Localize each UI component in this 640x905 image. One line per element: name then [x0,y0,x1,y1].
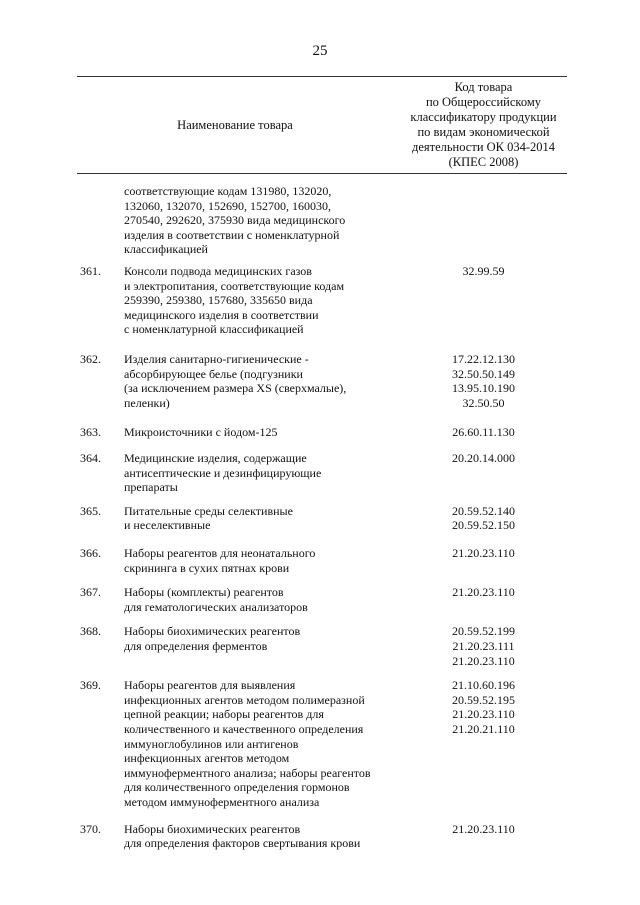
row-codes [405,585,562,600]
row-code: 21.20.23.110 [452,545,515,560]
header-rule-bottom [77,173,567,174]
row-name-line: с номенклатурной классификацией [124,322,304,337]
row-name-line: для гематологических анализаторов [124,599,308,614]
row-codes [405,451,562,466]
column-header-code-line: по видам экономической [417,125,550,139]
row-name-line: Наборы (комплекты) реагентов [124,585,284,600]
row-number: 361. [80,264,101,278]
row-name [124,546,414,575]
row-codes [405,546,562,561]
row-name [124,678,414,809]
row-name-line: иммуноферментного анализа; наборы реагентов [124,765,371,780]
row-code: 21.20.23.110 [452,653,515,668]
row-name-line: абсорбирующее белье (подгузники [124,366,303,381]
row-number: 368. [80,624,101,639]
row-name-line: для определения ферментов [124,638,268,653]
row-code: 32.50.50 [462,395,505,410]
column-header-code-line: (КПЕС 2008) [448,155,519,169]
row-code: 26.60.11.130 [452,425,515,440]
row-name-line: инфекционных агентов методом [124,751,290,766]
row-code: 20.59.52.150 [452,518,515,533]
column-header-code-line: по Общероссийскому [425,95,542,109]
row-name-line: и неселективные [124,518,211,533]
row-name [124,451,414,495]
page-number: 25 [312,43,328,59]
row-number: 370. [80,821,101,836]
row-name-line: классификацией [124,242,208,257]
row-name [124,504,414,533]
table-row [0,624,640,678]
row-number: 362. [80,352,101,366]
row-name-line: для определения факторов свертывания крови [124,836,361,851]
table-row [0,425,640,451]
row-name-line: Микроисточники с йодом-125 [124,425,278,440]
table-row [0,504,640,546]
row-code: 21.20.23.111 [452,638,515,653]
row-name-line: пеленки) [124,395,170,410]
row-name-line: инфекционных агентов методом полимеразной [124,692,365,707]
row-code: 21.20.23.110 [452,707,515,722]
row-name [124,822,414,851]
row-name-line: медицинского изделия в соответствии [124,307,319,322]
row-code: 20.59.52.195 [452,692,515,707]
row-name-line: Наборы биохимических реагентов [124,624,301,639]
table-row [0,184,640,264]
row-name [124,624,414,653]
row-name-line: для количественного определения гормонов [124,780,350,795]
row-codes [405,504,562,533]
table-row [0,822,640,851]
row-name-line: 259390, 259380, 157680, 335650 вида [124,293,313,308]
row-name-line: Питательные среды селективные [124,503,293,518]
row-codes [405,264,562,279]
row-name-line: препараты [124,480,178,495]
table-row [0,264,640,352]
row-code: 20.59.52.140 [452,503,515,518]
row-code: 32.50.50.149 [452,366,515,381]
goods-table [0,184,640,851]
row-name-line: иммуноглобулинов или антигенов [124,736,299,751]
row-number: 366. [80,545,101,560]
row-name-line: 270540, 292620, 375930 вида медицинского [124,213,346,228]
table-row [0,451,640,504]
row-code: 21.20.23.110 [452,821,515,836]
row-name-line: цепной реакции; наборы реагентов для [124,707,324,722]
header-rule-top [77,76,567,77]
row-name-line: Консоли подвода медицинских газов [124,264,312,278]
row-number: 363. [80,425,101,440]
row-code: 13.95.10.190 [452,381,515,396]
row-number: 367. [80,585,101,600]
row-name-line: Медицинские изделия, содержащие [124,450,307,465]
row-name [124,352,414,410]
row-name-line: скрининга в сухих пятнах крови [124,560,290,575]
row-code: 20.20.14.000 [452,450,515,465]
row-name [124,585,414,614]
table-row [0,678,640,821]
row-name-line: Наборы реагентов для неонатального [124,545,316,560]
row-code: 21.20.21.110 [452,721,515,736]
row-name-line: соответствующие кодам 131980, 132020, [124,184,332,198]
row-number: 369. [80,678,101,693]
column-header-code [405,80,562,170]
row-code: 21.20.23.110 [452,585,515,600]
row-codes [405,352,562,410]
row-code: 17.22.12.130 [452,352,515,366]
column-header-code-line: деятельности ОК 034-2014 [411,140,556,154]
row-name-line: антисептические и дезинфицирующие [124,465,322,480]
row-name-line: методом иммуноферментного анализа [124,794,320,809]
table-row [0,546,640,585]
row-code: 21.10.60.196 [452,678,515,693]
row-name [124,264,414,337]
row-codes [405,822,562,837]
row-name-line: (за исключением размера XS (сверхмалые), [124,381,347,396]
row-name-line: количественного и качественного определения [124,721,364,736]
column-header-name: Наименование товара [177,118,293,132]
row-name-line: Изделия санитарно-гигиенические - [124,352,309,366]
row-name-line: Наборы реагентов для выявления [124,678,296,693]
row-codes [405,624,562,668]
row-name-line: Наборы биохимических реагентов [124,821,301,836]
row-code: 20.59.52.199 [452,624,515,639]
table-row [0,352,640,425]
row-codes [405,425,562,440]
row-name-line: 132060, 132070, 152690, 152700, 160030, [124,198,331,213]
row-name [124,184,414,257]
column-header-code-line: классификатору продукции [410,110,557,124]
column-header-code-line: Код товара [454,80,513,94]
row-name [124,425,414,440]
row-name-line: изделия в соответствии с номенклатурной [124,227,340,242]
row-code: 32.99.59 [462,264,505,278]
row-name-line: и электропитания, соответствующие кодам [124,278,345,293]
table-row [0,585,640,624]
row-number: 364. [80,450,101,465]
row-codes [405,678,562,736]
row-number: 365. [80,503,101,518]
